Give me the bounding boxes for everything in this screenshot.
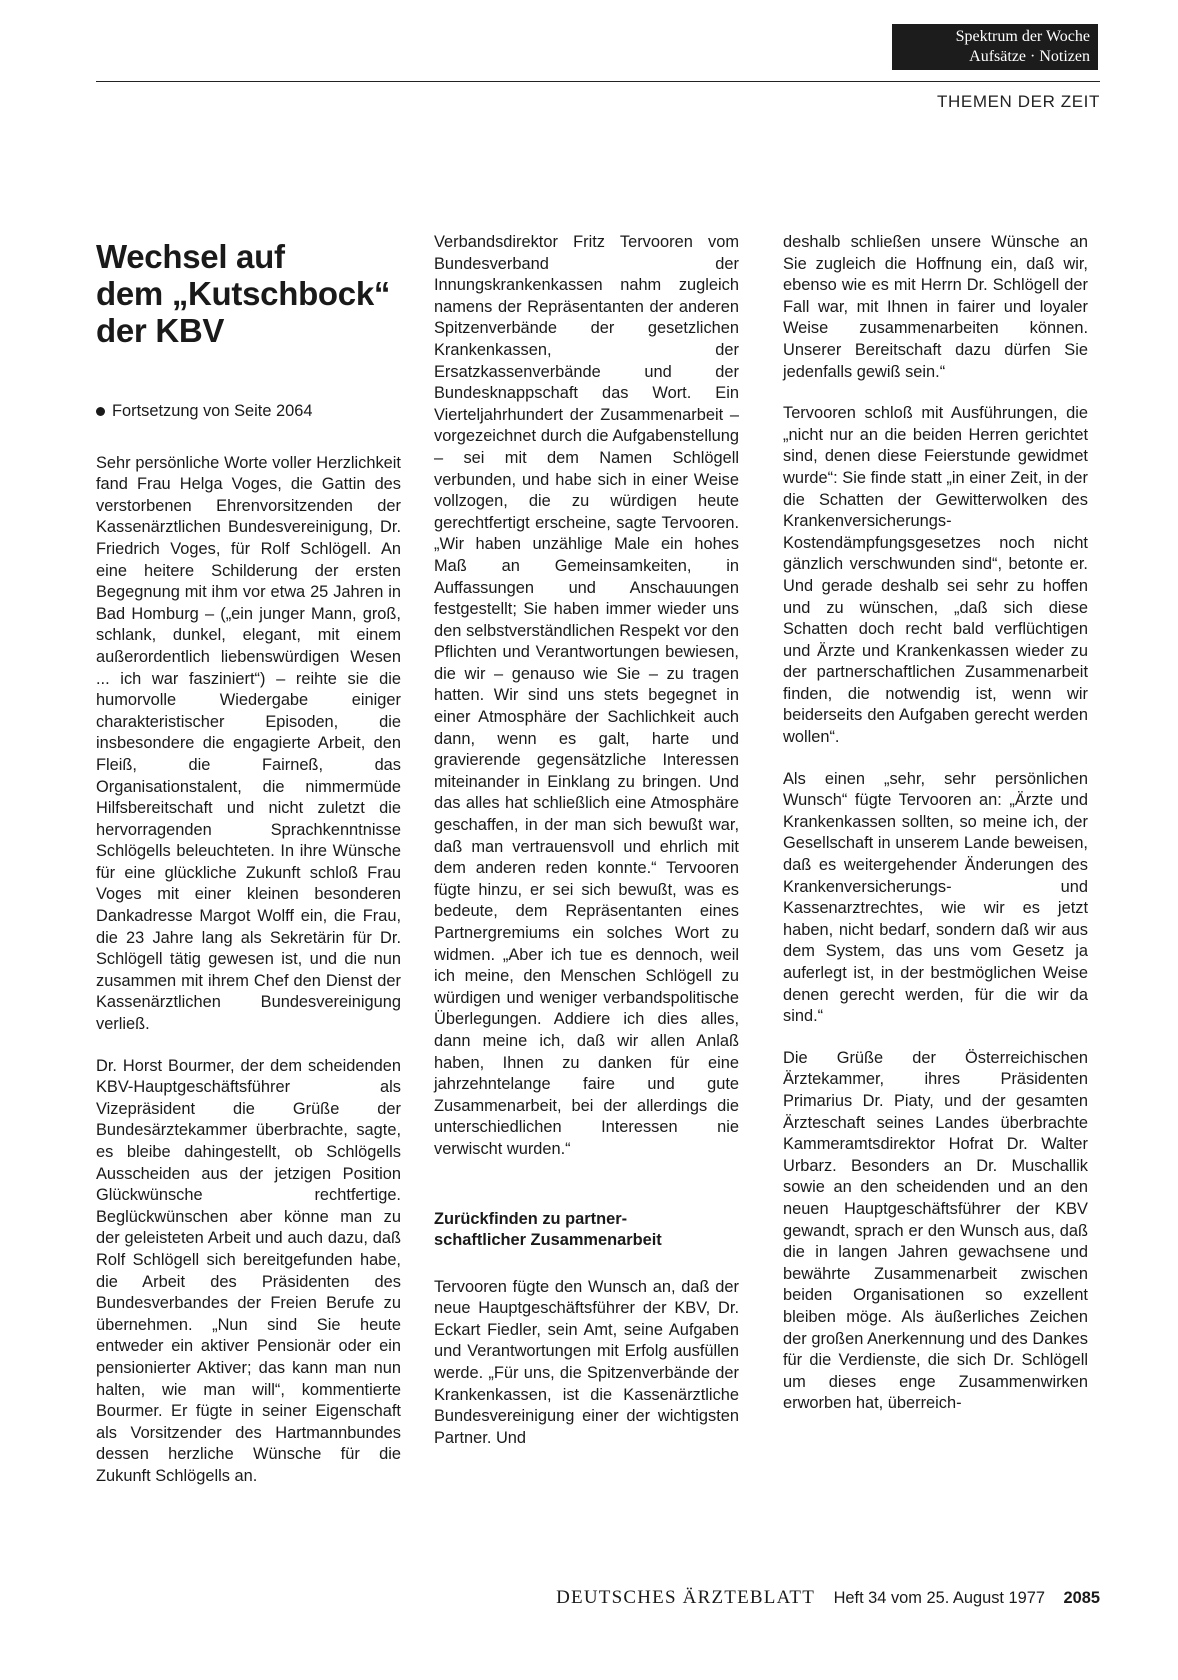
article-title <box>96 238 401 349</box>
column-3 <box>783 232 1088 1435</box>
badge-line-1: Spektrum der Woche <box>955 28 1090 45</box>
header-rule <box>96 81 1100 82</box>
badge-line-2: Aufsätze · Notizen <box>969 48 1090 65</box>
subheading-line-2: schaftlicher Zusammenarbeit <box>434 1230 662 1249</box>
paragraph: Die Grüße der Österreichischen Ärztekammer, ihres Präsidenten Primarius Dr. Piaty, und der gesamten Ärzteschaft seines Landes überbrachte Kammeramtsdirektor Hofrat Dr. Walter Urbarz. Besonders an Dr. Muschallik sowie an den scheidenden und an den neuen Hauptgeschäftsführer der KBV gewandt, sprach er den Wunsch aus, daß die in langen Jahren gewachsene und bewährte Zusammenarbeit zwischen beiden Organisationen so exzellent bleiben möge. Als äußerliches Zeichen der großen Anerkennung und des Dankes für die Verdienste, die sich Dr. Schlögell um dieses enge Zusammenwirken erworben hat, überreich- <box>783 1048 1088 1413</box>
issue-info: Heft 34 vom 25. August 1977 <box>833 1589 1045 1607</box>
page-footer <box>556 1587 1100 1609</box>
column-1 <box>96 238 401 1508</box>
paragraph: Verbandsdirektor Fritz Tervooren vom Bundesverband der Innungskrankenkassen nahm zugleich namens der Repräsentanten der anderen Spitzenverbände der gesetzlichen Krankenkassen, der Ersatzkassenverbände und der Bundesknappschaft das Wort. Ein Vierteljahrhundert der Zusammenarbeit – vorgezeichnet durch die Aufgabenstellung – sei mit dem Namen Schlögell verbunden, und habe sich in einer Weise vollzogen, die zu würdigen heute gerechtfertigt erscheine, sagte Tervooren. „Wir haben unzählige Male ein hohes Maß an Gemeinsamkeiten, in Auffassungen und Anschauungen festgestellt; Sie haben immer wieder uns den selbstverständlichen Respekt vor den Pflichten und Verantwortungen bewiesen, die wir – genauso wie Sie – zu tragen hatten. Wir sind uns stets begegnet in einer Atmosphäre der Sachlichkeit auch dann, wenn es galt, harte und gravierende gegensätzliche Interessen miteinander in Einklang zu bringen. Und das alles hat schließlich eine Atmosphäre geschaffen, in der man sich bewußt war, daß man vertrauensvoll und ehrlich mit dem anderen reden konnte.“ Tervooren fügte hinzu, er sei sich bewußt, was es bedeute, dem Repräsentanten eines Partnergremiums ein solches Wort zu widmen. „Aber ich tue es dennoch, weil ich meine, den Menschen Schlögell zu würdigen und weniger verbandspolitische Überlegungen. Addiere ich dies alles, dann meine ich, daß wir allen Anlaß haben, Ihnen zu danken für eine jahrzehntelange faire und gute Zusammenarbeit, bei der allerdings die unterschiedlichen Interessen nie verwischt wurden.“ <box>434 233 739 1158</box>
page-number: 2085 <box>1063 1589 1100 1607</box>
paragraph: Dr. Horst Bourmer, der dem scheidenden KBV-Hauptgeschäftsführer als Vizepräsident die Grüße der Bundesärztekammer überbrachte, sagte, es bleibe dahingestellt, ob Schlögells Ausscheiden aus der jetzigen Position Glückwünsche rechtfertige. Beglückwünschen aber könne man zu der geleisteten Arbeit und auch dazu, daß Rolf Schlögell sich bereitgefunden habe, die Arbeit des Präsidenten des Bundesverbandes der Freien Berufe zu übernehmen. „Nun sind Sie heute entweder ein aktiver Pensionär oder ein pensionierter Aktiver; das kann man nun halten, wie man will“, kommentierte Bourmer. Er fügte in seiner Eigenschaft als Vorsitzender des Hartmannbundes dessen herzliche Wünsche für die Zukunft Schlögells an. <box>96 1056 401 1485</box>
paragraph: deshalb schließen unsere Wünsche an Sie zugleich die Hoffnung ein, daß wir, ebenso wie es mit Herrn Dr. Schlögell der Fall war, mit Ihnen in fairer und loyaler Weise zusammenarbeiten können. Unserer Bereitschaft dazu dürfen Sie jedenfalls gewiß sein.“ <box>783 233 1088 381</box>
journal-name: DEUTSCHES ÄRZTEBLATT <box>556 1587 815 1608</box>
bullet-icon <box>96 407 105 416</box>
title-line-2: dem „Kutschbock“ <box>96 275 391 312</box>
subheading <box>434 1209 739 1251</box>
section-label: THEMEN DER ZEIT <box>937 92 1100 111</box>
continuation-note <box>96 401 401 423</box>
title-line-3: der KBV <box>96 312 225 349</box>
column-2 <box>434 232 739 1469</box>
paragraph: Tervooren fügte den Wunsch an, daß der neue Hauptgeschäftsführer der KBV, Dr. Eckart Fiedler, sein Amt, seine Aufgaben und Verantwortungen mit Erfolg ausfüllen werde. „Für uns, die Spitzenverbände der Krankenkassen, ist die Kassenärztliche Bundesvereinigung einer der wichtigsten Partner. Und <box>434 1277 739 1447</box>
section-badge <box>892 24 1098 70</box>
subheading-line-1: Zurückfinden zu partner- <box>434 1209 628 1228</box>
title-line-1: Wechsel auf <box>96 238 285 275</box>
continuation-text: Fortsetzung von Seite 2064 <box>112 402 313 420</box>
paragraph: Als einen „sehr, sehr persönlichen Wunsch“ fügte Tervooren an: „Ärzte und Krankenkassen sollten, so meine ich, der Gesellschaft in unserem Lande beweisen, daß es weitergehender Änderungen des Krankenversicherungs- und Kassenarztrechtes, wie wir es jetzt haben, nicht bedarf, sondern daß wir aus dem System, das uns vom Gesetz ja auferlegt ist, in der bestmöglichen Weise denen gerecht werden, für die wir da sind.“ <box>783 769 1088 1026</box>
paragraph: Tervooren schloß mit Ausführungen, die „nicht nur an die beiden Herren gerichtet sind, denen diese Feierstunde gewidmet wurde“: Sie finde statt „in einer Zeit, in der die Schatten der Gewitterwolken des Krankenversicherungs-Kostendämpfungsgesetzes noch nicht gänzlich verschwunden sind“, betonte er. Und gerade deshalb sei sehr zu hoffen und zu wünschen, „daß sich diese Schatten doch recht bald verflüchtigen und Ärzte und Krankenkassen wieder zu der partnerschaftlichen Zusammenarbeit finden, die notwendig ist, wenn wir beiderseits den Aufgaben gerecht werden wollen“. <box>783 404 1088 747</box>
paragraph: Sehr persönliche Worte voller Herzlichkeit fand Frau Helga Voges, die Gattin des verstorbenen Ehrenvorsitzenden der Kassenärztlichen Bundesvereinigung, Dr. Friedrich Voges, für Rolf Schlögell. An eine heitere Schilderung der ersten Begegnung mit ihm vor etwa 25 Jahren in Bad Homburg – („ein junger Mann, groß, schlank, dunkel, elegant, mit einem außerordentlich liebenswürdigen Wesen ... ich war fasziniert“) – reihte sie die humorvolle Wiedergabe einiger charakteristischer Episoden, die insbesondere die engagierte Arbeit, den Fleiß, die Fairneß, das Organisationstalent, die nimmermüde Hilfsbereitschaft und nicht zuletzt die hervorragenden Sprachkenntnisse Schlögells beleuchteten. In ihre Wünsche für eine glückliche Zukunft schloß Frau Voges mit einer kleinen besonderen Dankadresse Margot Wolff ein, die Frau, die 23 Jahre lang als Sekretärin für Dr. Schlögell tätig gewesen ist, und die nun zusammen mit ihrem Chef den Dienst der Kassenärztlichen Bundesvereinigung verließ. <box>96 453 401 1034</box>
